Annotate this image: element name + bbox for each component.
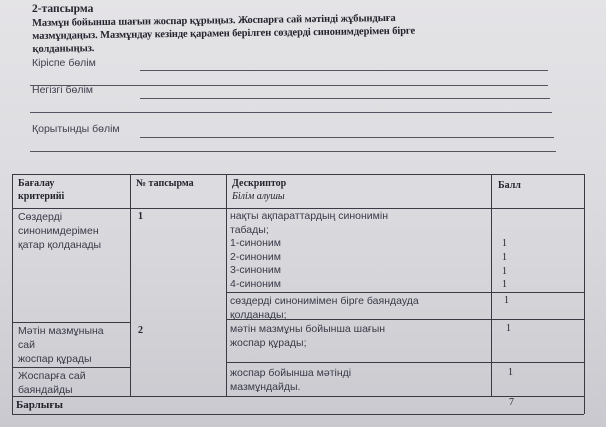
table-border-bottom <box>12 414 584 415</box>
column-divider-3 <box>491 174 492 396</box>
criterion-1-line-1: Сөздерді <box>18 211 63 223</box>
synonym-2: 2-синоним <box>230 250 281 263</box>
conclusion-label: Қорытынды бөлім <box>32 123 120 135</box>
criterion-1-line-3: қатар қолданады <box>18 239 102 251</box>
conclusion-answer-line[interactable] <box>140 137 554 138</box>
table-border-left <box>12 174 13 414</box>
header-criteria <box>18 177 64 203</box>
table-border-right <box>584 174 585 414</box>
score-descriptor-4: 1 <box>508 367 513 378</box>
descriptor-4 <box>230 366 351 394</box>
criterion-3-line-1: Жоспарға сай <box>18 370 86 382</box>
intro-answer-line-2[interactable] <box>30 85 548 86</box>
score-synonym-3: 1 <box>502 266 507 277</box>
descriptor-1 <box>230 210 388 291</box>
header-criteria-line-1: Бағалау <box>18 178 55 189</box>
criterion-2 <box>18 324 104 366</box>
header-criteria-line-2: критерийі <box>18 191 65 202</box>
task-number-2: 2 <box>138 325 143 336</box>
descriptor-3-line-1: мәтін мазмұны бойынша шағын <box>230 323 386 335</box>
header-task-number: № тапсырма <box>136 178 194 189</box>
synonym-1: 1-синоним <box>230 237 281 249</box>
score-synonym-1: 1 <box>502 238 507 249</box>
criterion-3 <box>18 369 86 397</box>
task-number-1: 1 <box>138 211 143 222</box>
descriptor-3-line-2: жоспар құрады; <box>230 337 307 349</box>
descriptor-2-line-2: қолданады; <box>230 309 287 321</box>
assessment-table <box>12 174 592 414</box>
table-border-top <box>12 174 584 175</box>
criterion-3-line-2: баяндайды <box>18 384 73 396</box>
criterion-1 <box>18 210 101 252</box>
score-synonym-4: 1 <box>502 279 507 290</box>
column-divider-1 <box>130 174 131 396</box>
column-divider-2 <box>226 174 227 396</box>
instruction-line-3: қолданыңыз. <box>32 43 95 55</box>
score-descriptor-2: 1 <box>504 295 509 306</box>
row-divider-descriptor-1 <box>226 292 584 293</box>
criterion-1-line-2: синонимдерімен <box>18 225 99 237</box>
instruction-line-1: Мазмұн бойынша шағын жоспар құрыңыз. Жоспарға сай мәтінді жұбындыға <box>32 12 396 29</box>
header-descriptor-title: Дескриптор <box>232 178 287 189</box>
score-descriptor-3: 1 <box>506 323 511 334</box>
descriptor-1-line-1: нақты ақпараттардың синонимін <box>230 210 389 222</box>
descriptor-4-line-2: мазмұндайды. <box>230 381 301 393</box>
descriptor-1-line-2: табады; <box>230 223 269 236</box>
header-score: Балл <box>498 180 521 191</box>
descriptor-4-line-1: жоспар бойынша мәтінді <box>230 367 352 379</box>
total-row-divider <box>12 396 584 397</box>
header-descriptor <box>232 177 286 203</box>
task-title: 2-тапсырма <box>32 3 94 15</box>
header-descriptor-subtitle: Білім алушы <box>232 191 285 202</box>
descriptor-2 <box>230 294 419 322</box>
header-divider <box>12 208 584 209</box>
synonym-3: 3-синоним <box>230 264 281 276</box>
conclusion-answer-line-2[interactable] <box>30 151 556 152</box>
main-answer-line-2[interactable] <box>30 112 552 113</box>
synonym-4: 4-синоним <box>230 277 281 290</box>
total-label: Барлығы <box>16 399 63 411</box>
criterion-2-line-2: сай <box>18 339 35 351</box>
main-answer-line[interactable] <box>140 98 550 99</box>
intro-answer-line[interactable] <box>140 70 548 71</box>
row-divider-criteria-1 <box>12 322 130 323</box>
main-label: Негізгі бөлім <box>32 84 94 96</box>
intro-label: Кіріспе бөлім <box>32 57 96 69</box>
score-synonym-2: 1 <box>502 252 507 263</box>
descriptor-3 <box>230 322 385 350</box>
row-divider-criteria-2 <box>12 367 130 368</box>
descriptor-2-line-1: сөздерді синонимімен бірге баяндауда <box>230 295 419 307</box>
instruction-line-2: мазмұндаңыз. Мазмұндау кезінде қарамен берілген сөздерді синонимдерімен бірге <box>32 25 416 42</box>
criterion-2-line-1: Мәтін мазмұнына <box>18 325 104 337</box>
total-score: 7 <box>509 397 514 408</box>
row-divider-descriptor-3 <box>226 362 584 363</box>
task-instruction <box>32 11 483 56</box>
criterion-2-line-3: жоспар құрады <box>18 353 92 365</box>
